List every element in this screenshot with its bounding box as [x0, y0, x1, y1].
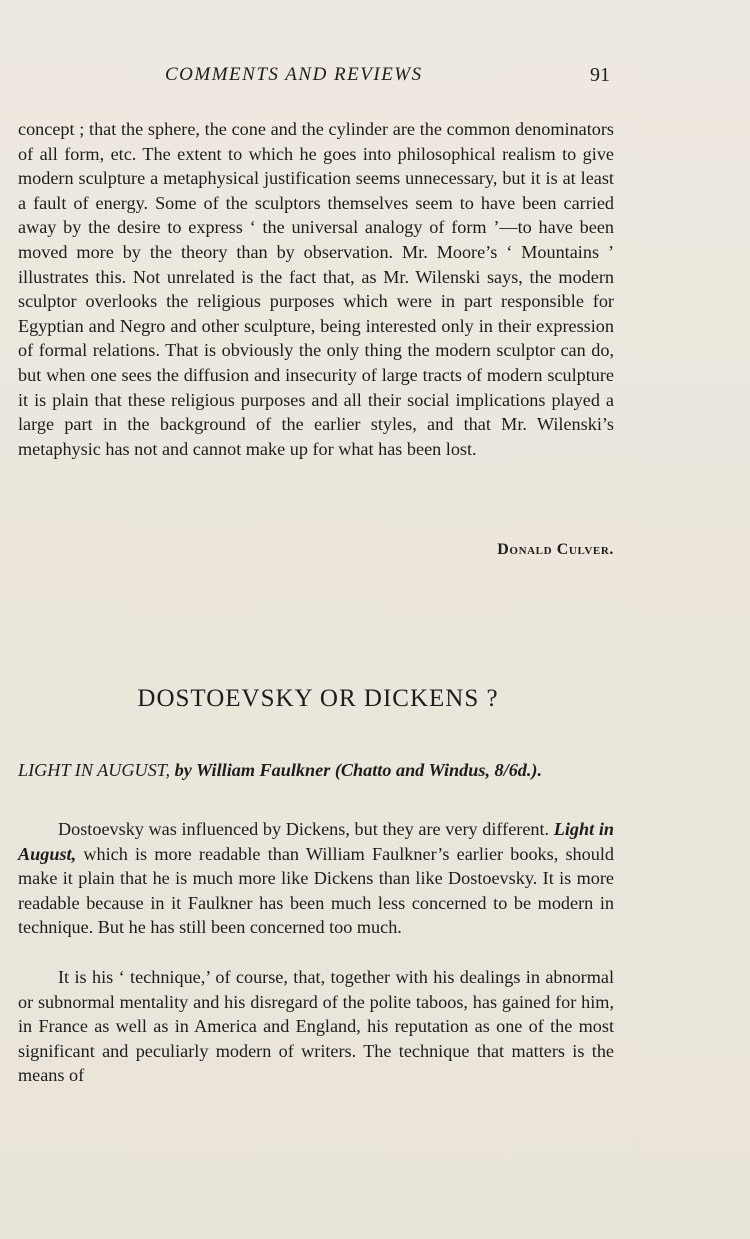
- review-paragraph-2: It is his ‘ technique,’ of course, that, together with his dealings in abnormal or subnormal mentality and his disregard of the polite taboos, has gained for him, in France as well as in America and England, his reputation as one of the most significant and peculiarly modern of writers. The technique that matters is the means of: [18, 967, 614, 1086]
- previous-review-paragraph: concept ; that the sphere, the cone and the cylinder are the common denominators of all form, etc. The extent to which he goes into philosophical realism to give modern sculpture a metaphysical justification seems unnecessary, but it is at least a fault of energy. Some of the sculptors themselves seem to have been carried away by the desire to express ‘ the universal analogy of form ’—to have been moved more by the theory than by observation. Mr. Moore’s ‘ Mountains ’ illustrates this. Not unrelated is the fact that, as Mr. Wilenski says, the modern sculptor overlooks the religious purposes which were in part responsible for Egyptian and Negro and other sculpture, being interested only in their expression of formal relations. That is obviously the only thing the modern sculptor can do, but when one sees the diffusion and insecurity of large tracts of modern sculpture it is plain that these religious purposes and all their social implications played a large part in the background of the earlier styles, and that Mr. Wilenski’s metaphysic has not and cannot make up for what has been lost.: [18, 119, 614, 459]
- review-title: DOSTOEVSKY OR DICKENS ?: [137, 685, 499, 712]
- running-head: [0, 64, 750, 88]
- reviewer-signature: Donald Culver.: [497, 541, 614, 558]
- book-title: LIGHT IN AUGUST,: [18, 760, 171, 780]
- review-paragraph-1: [18, 817, 614, 940]
- review-paragraph-1-lead: Dostoevsky was influenced by Dickens, but they are very different.: [58, 819, 554, 839]
- review-paragraph-1-rest: which is more readable than William Faulkner’s earlier books, should make it plain that he is much more like Dickens than like Dostoevsky. It is more readable because in it Faulkner has been much less concerned to be modern in technique. But he has still been concerned too much.: [18, 843, 614, 938]
- running-title: COMMENTS AND REVIEWS: [165, 64, 423, 85]
- book-citation: [18, 758, 614, 783]
- review-paragraph-1-book-title: Light in August,: [18, 819, 615, 864]
- page-number: 91: [590, 64, 610, 86]
- book-author-publisher: by William Faulkner (Chatto and Windus, 8/6d.).: [174, 760, 543, 780]
